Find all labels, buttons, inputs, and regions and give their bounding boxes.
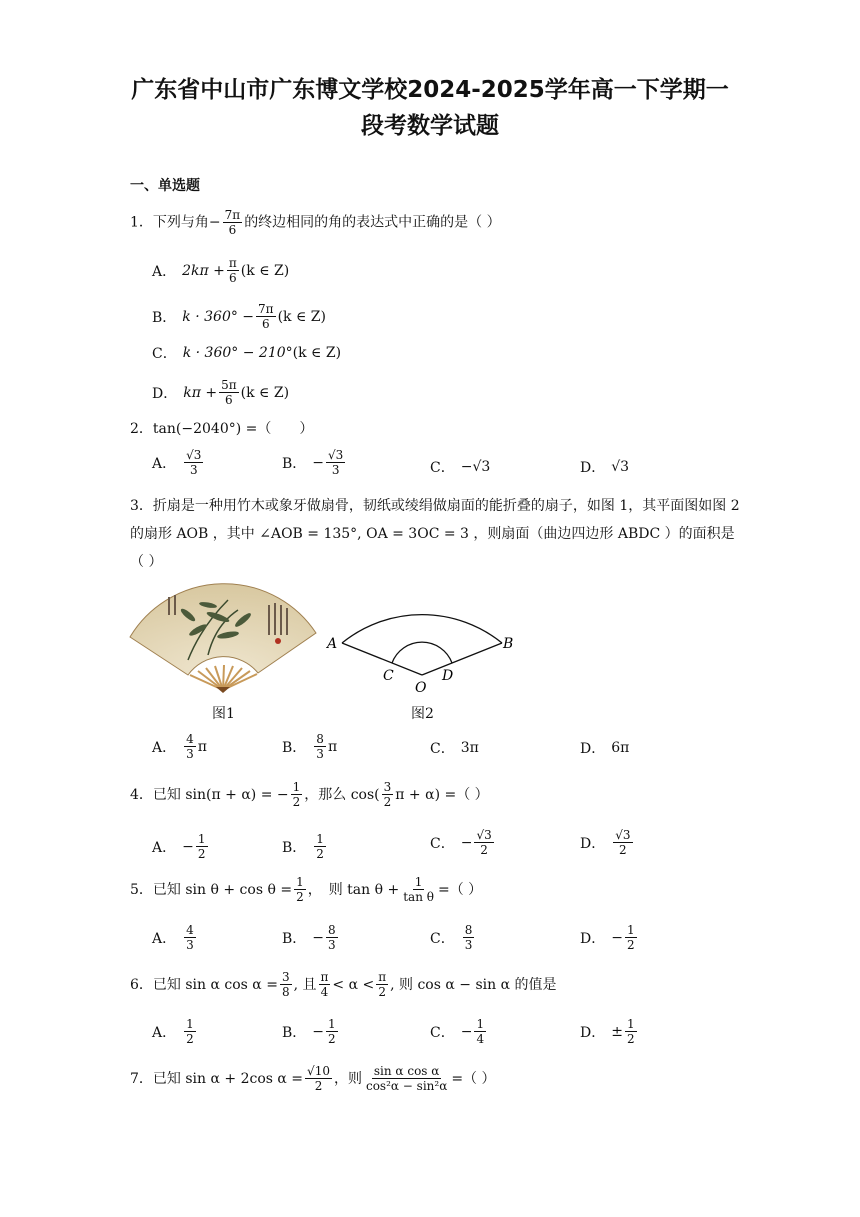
question-2: 2．tan(−2040°) =（ ） (130, 421, 314, 437)
q6-option-b[interactable]: B． − $\frac{1}{2}$ (282, 1017, 336, 1046)
point-b-label: B (503, 636, 514, 652)
q1-option-c[interactable]: C． k · 360° − 210° (k ∈ Z) (152, 345, 342, 362)
q6-option-d[interactable]: D． ± $\frac{1}{2}$ (580, 1017, 635, 1046)
q2-option-a[interactable]: A． $\frac{√3}{3}$ (152, 448, 202, 477)
folding-fan-illustration (128, 575, 318, 695)
q1-option-d[interactable]: D． kπ + $\frac{5\pi}{6}$ (k ∈ Z) (152, 378, 290, 407)
q5-option-c[interactable]: C． $\frac{8}{3}$ (430, 923, 473, 952)
q2-option-b[interactable]: B． − $\frac{√3}{3}$ (282, 448, 344, 477)
title-line-1: 广东省中山市广东博文学校2024-2025学年高一下学期一 (131, 77, 729, 103)
question-1: 1．下列与角− $\frac{7\pi}{6}$ 的终边相同的角的表达式中正确的是（ ） (130, 208, 501, 237)
q2-option-d[interactable]: D． √3 (580, 459, 630, 476)
q5-option-b[interactable]: B． − $\frac{8}{3}$ (282, 923, 336, 952)
page-title (60, 72, 800, 144)
q5-option-a[interactable]: A． $\frac{4}{3}$ (152, 923, 194, 952)
point-a-label: A (327, 636, 338, 652)
q2-option-c[interactable]: C． −√3 (430, 459, 491, 476)
question-6: 6． 已知 sin α cos α = $\frac{3}{8}$ , 且 $\frac{\pi}{4}$ < α < $\frac{\pi}{2}$ , 则 cos α − sin α 的值是 (130, 970, 557, 999)
q4-option-d[interactable]: D． $\frac{√3}{2}$ (580, 828, 631, 857)
figure-1-caption: 图1 (212, 706, 235, 722)
q3-option-c[interactable]: C． 3π (430, 740, 479, 757)
title-line-2: 段考数学试题 (361, 113, 499, 139)
q3-option-b[interactable]: B． $\frac{8}{3}$ π (282, 732, 338, 761)
figure-2-caption: 图2 (411, 706, 434, 722)
q6-option-a[interactable]: A． $\frac{1}{2}$ (152, 1017, 194, 1046)
point-c-label: C (383, 668, 394, 684)
question-3: 3．折扇是一种用竹木或象牙做扇骨，韧纸或绫绢做扇面的能折叠的扇子，如图 1，其平面图如图 2 的扇形 AOB ，其中 ∠AOB = 135°, OA = 3OC = 3 ，则扇面（曲边四边形 ABDC ）的面积是（ ） (130, 498, 740, 570)
section-heading: 一、单选题 (130, 178, 200, 194)
sector-diagram (325, 580, 520, 695)
q1-option-a[interactable]: A． 2kπ + $\frac{\pi}{6}$ (k ∈ Z) (152, 256, 290, 285)
point-d-label: D (442, 668, 454, 684)
q4-option-c[interactable]: C． − $\frac{√3}{2}$ (430, 828, 492, 857)
question-7: 7． 已知 sin α + 2cos α = $\frac{√10}{2}$ ，则 $\frac{\text{sin α cos α}}{\text{cos²α − sin²α}}$ =（ ） (130, 1064, 496, 1093)
q1-option-b[interactable]: B． k · 360° − $\frac{7\pi}{6}$ (k ∈ Z) (152, 302, 326, 331)
q3-option-d[interactable]: D． 6π (580, 740, 630, 757)
q5-option-d[interactable]: D． − $\frac{1}{2}$ (580, 923, 635, 952)
question-4: 4． 已知 sin(π + α) = − $\frac{1}{2}$ ，那么 cos( $\frac{3}{2}$ π + α) =（ ） (130, 780, 489, 809)
q4-option-b[interactable]: B． $\frac{1}{2}$ (282, 832, 324, 861)
q3-option-a[interactable]: A． $\frac{4}{3}$ π (152, 732, 207, 761)
q6-option-c[interactable]: C． − $\frac{1}{4}$ (430, 1017, 485, 1046)
point-o-label: O (415, 680, 427, 695)
question-5: 5． 已知 sin θ + cos θ = $\frac{1}{2}$ ， 则 tan θ + $\frac{1}{\text{tan θ}}$ =（ ） (130, 875, 483, 904)
q4-option-a[interactable]: A． − $\frac{1}{2}$ (152, 832, 206, 861)
